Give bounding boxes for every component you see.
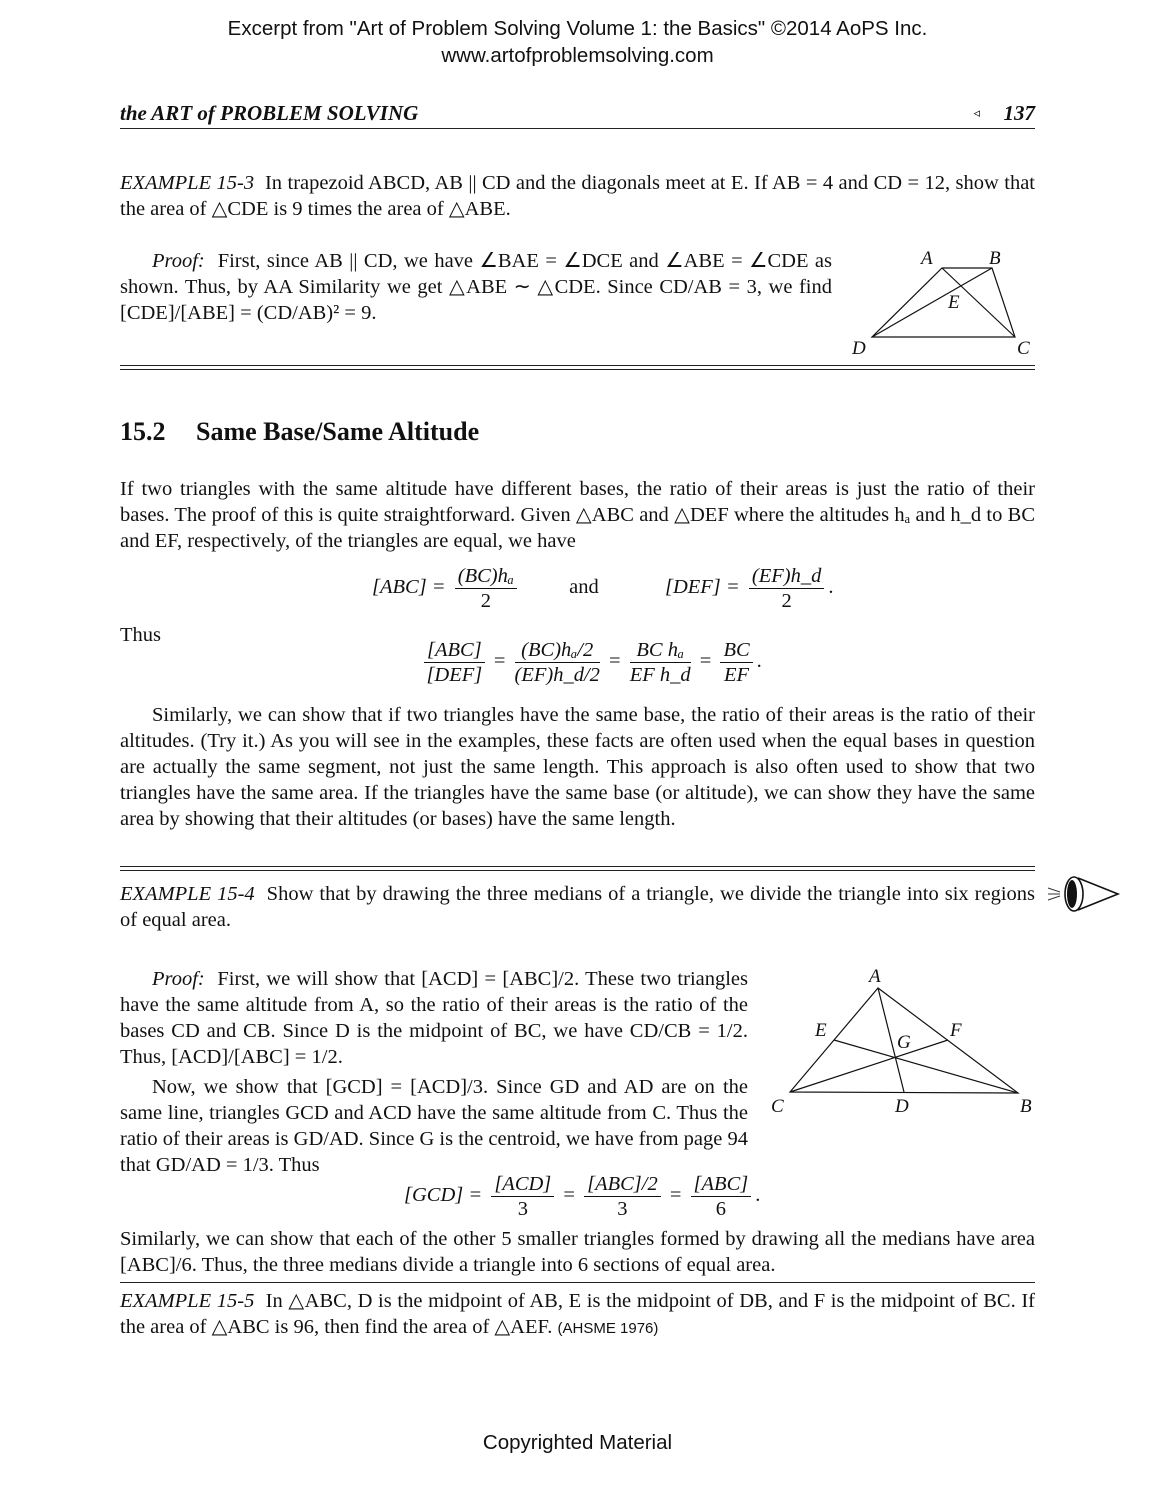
example-15-3-statement (120, 170, 1035, 222)
thus-word: Thus (120, 624, 161, 646)
trapezoid-outline (872, 268, 1015, 337)
point-e-label: E (815, 1020, 827, 1041)
fraction (720, 638, 752, 687)
point-g-label: G (897, 1032, 911, 1053)
example-text: In trapezoid ABCD, AB || CD and the diagonals meet at E. If AB = 4 and CD = 12, show that the area of △CDE is 9 times the area of △ABE. (120, 172, 1035, 220)
example-label: EXAMPLE 15-5 (120, 1290, 255, 1312)
point-e-label: E (948, 292, 960, 313)
proof-label: Proof: (152, 250, 205, 272)
problem-source: (AHSME 1976) (557, 1320, 659, 1337)
denominator: 2 (480, 590, 491, 612)
example-label: EXAMPLE 15-4 (120, 883, 255, 905)
point-a-label: A (921, 248, 933, 269)
point-d-label: D (852, 338, 866, 359)
eq-def-lhs: [DEF] = (664, 576, 745, 599)
equation-ratio: $\frac{\text{[ABC]}}{\text{[DEF]}}$ = $\frac{\text{(BC)hₐ/2}}{(EF)h\_d/2}$ = $\frac{\text{BC hₐ}}{\text{EF h\_d}}$ = $\frac{BC}{EF}$ . (420, 638, 762, 687)
proof-text: Now, we show that [GCD] = [ACD]/3. Since GD and AD are on the same line, triangles GCD and ACD have the same altitude from C. Thus the ratio of their areas is GD/AD. Since G is the centroid, we have from page 94 that GD/AD = 1/3. Thus (120, 1076, 748, 1176)
numerator: [ABC] (424, 638, 485, 663)
website-url[interactable]: www.artofproblemsolving.com (441, 44, 714, 67)
example-label: EXAMPLE 15-3 (120, 172, 255, 194)
fraction (424, 638, 485, 687)
example-end-rule-2 (120, 369, 1035, 370)
fraction (455, 564, 517, 613)
example-15-5-statement (120, 1288, 1035, 1342)
excerpt-note: Excerpt from "Art of Problem Solving Volume 1: the Basics" ©2014 AoPS Inc. (227, 17, 928, 40)
fraction (691, 1172, 752, 1221)
example-15-4-proof-2 (120, 1074, 748, 1178)
header-rule (120, 128, 1035, 129)
eye-icon (1046, 873, 1122, 915)
example-start-rule-2 (120, 870, 1035, 871)
point-b-label: B (989, 248, 1001, 269)
numerator: BC hₐ (630, 638, 691, 663)
page-marker-icon: ◃ (973, 105, 980, 120)
proof-label: Proof: (152, 968, 205, 990)
similarity-paragraph: Similarly, we can show that if two triangles have the same base, the ratio of their areas is the ratio of their altitudes. (Try it.) As you will see in the examples, these facts are often used when the equal bases in question are actually the same segment, not just the same length. This approach is also often used to show that two triangles have the same area. If the triangles have the same base (or altitude), we can show they have the same area by showing that their altitudes (or bases) have the same length. (120, 704, 1035, 830)
numerator: (BC)hₐ (455, 564, 517, 589)
example-text: Show that by drawing the three medians of a triangle, we divide the triangle into six regions of equal area. (120, 883, 1035, 931)
denominator: 6 (715, 1198, 727, 1220)
numerator: [ABC]/2 (584, 1172, 661, 1197)
equation-gcd: [GCD] = $\frac{\text{[ACD]}}{3}$ = $\frac{\text{[ABC]/2}}{3}$ = $\frac{\text{[ABC]}}{6}$ . (404, 1173, 761, 1220)
point-c-label: C (1017, 338, 1030, 359)
numerator: [ABC] (691, 1172, 752, 1197)
page-number: 137 (1003, 101, 1035, 125)
proof-text: First, since AB || CD, we have ∠BAE = ∠DCE and ∠ABE = ∠CDE as shown. Thus, by AA Similarity we get △ABE ∼ △CDE. Since CD/AB = 3, we find [CDE]/[ABE] = (CD/AB)² = 9. (120, 250, 832, 324)
proof-text: First, we will show that [ACD] = [ABC]/2. These two triangles have the same altitude from A, so the ratio of their areas is the ratio of the bases CD and CB. Since D is the midpoint of BC, we have CD/CB = 1/2. Thus, [ACD]/[ABC] = 1/2. (120, 968, 749, 1068)
example-15-4-statement (120, 881, 1035, 933)
section-number: 15.2 (120, 417, 166, 446)
trapezoid-figure (850, 245, 1040, 365)
fraction (584, 1172, 661, 1221)
fraction (515, 638, 600, 687)
example-end-rule-1 (120, 365, 1035, 366)
and-word: and (569, 576, 599, 599)
example-separator-rule (120, 1282, 1035, 1283)
section-title: Same Base/Same Altitude (196, 417, 480, 446)
denominator: (EF)h_d/2 (514, 664, 600, 686)
denominator: EF h_d (629, 664, 691, 686)
eq-gcd-lhs: [GCD] = (404, 1184, 488, 1207)
section-heading (120, 417, 479, 447)
denominator: 3 (517, 1198, 528, 1220)
denominator: 2 (781, 590, 792, 612)
point-c-label: C (771, 1096, 784, 1117)
example-text: In △ABC, D is the midpoint of AB, E is the midpoint of DB, and F is the midpoint of BC. If the area of △ABC is 96, then find the area of △AEF. (120, 1290, 1036, 1338)
denominator: 3 (617, 1198, 628, 1220)
denominator: EF (724, 664, 750, 686)
point-b-label: B (1020, 1096, 1032, 1117)
fraction (491, 1172, 554, 1221)
point-a-label: A (869, 966, 881, 987)
numerator: [ACD] (491, 1172, 554, 1197)
eq-abc-lhs: [ABC] = (372, 576, 451, 599)
copyright-footer: Copyrighted Material (482, 1431, 673, 1454)
numerator: BC (720, 638, 752, 663)
intro-paragraph: If two triangles with the same altitude have different bases, the ratio of their areas is just the ratio of their bases. The proof of this is quite straightforward. Given △ABC and △DEF where the altitudes hₐ and h_d to BC and EF, respectively, of the triangles are equal, we have (120, 478, 1035, 552)
book-title: the ART of PROBLEM SOLVING (120, 101, 419, 125)
point-d-label: D (895, 1096, 909, 1117)
example-15-4-proof-1 (120, 966, 748, 1070)
denominator: [DEF] (426, 664, 483, 686)
running-head (120, 101, 1035, 126)
point-f-label: F (950, 1020, 962, 1041)
numerator: (EF)h_d (749, 564, 824, 589)
example-15-3-proof (120, 248, 832, 326)
equation-areas: [ABC] = $\frac{\text{(BC)hₐ}}{2}$ and [DEF] = $\frac{(EF)h\_d}{2}$ . (372, 565, 834, 612)
fraction (630, 638, 691, 687)
fraction (749, 564, 824, 613)
median-be (834, 1040, 1018, 1093)
example-start-rule-1 (120, 866, 1035, 867)
numerator: (BC)hₐ/2 (515, 638, 600, 663)
example-15-4-conclusion: Similarly, we can show that each of the other 5 smaller triangles formed by drawing all the medians have area [ABC]/6. Thus, the three medians divide a triangle into 6 sections of equal area. (120, 1228, 1035, 1276)
